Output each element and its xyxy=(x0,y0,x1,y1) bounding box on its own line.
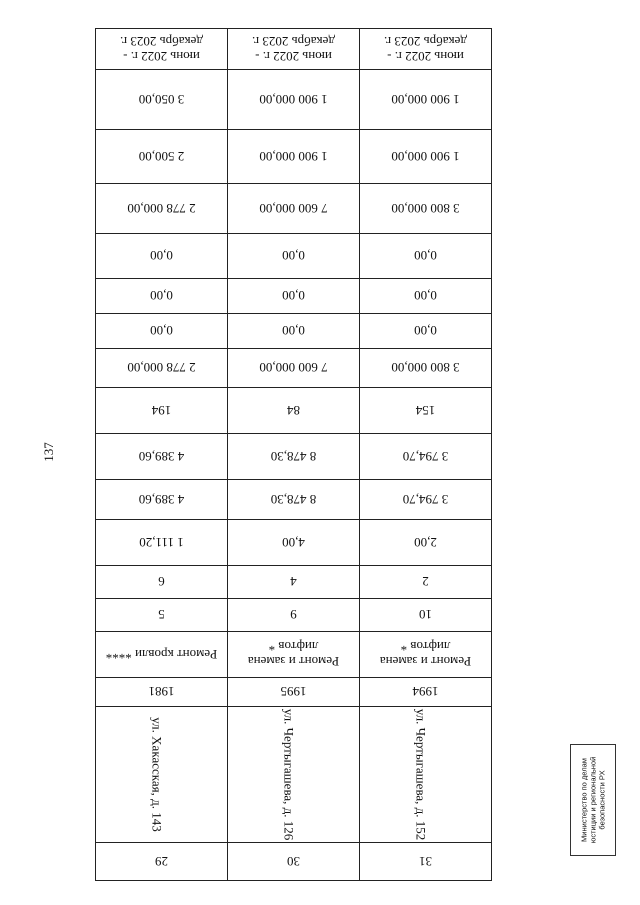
table-row-period xyxy=(96,29,492,70)
ministry-stamp xyxy=(570,744,616,856)
table-cell: 0,00 xyxy=(96,279,228,314)
table-row xyxy=(96,279,492,314)
cell-number: 29 xyxy=(96,843,228,881)
stamp-text: Министерство по делам юстиции и региональной безопасности РХ xyxy=(579,756,607,844)
table-cell: 9 xyxy=(228,599,360,632)
table-row xyxy=(96,349,492,388)
table-row xyxy=(96,480,492,520)
table-row xyxy=(96,70,492,130)
cell-period: июнь 2022 г. - декабрь 2023 г. xyxy=(96,29,228,70)
table-cell: 7 600 000,00 xyxy=(228,184,360,234)
table-cell: 1 900 000,00 xyxy=(228,70,360,130)
table-cell: 1 900 000,00 xyxy=(360,130,492,184)
cell-address: ул. Хакасская, д. 143 xyxy=(96,707,228,843)
table-cell: 4,00 xyxy=(228,520,360,566)
table-cell: 1 900 000,00 xyxy=(360,70,492,130)
table-cell: 1 111,20 xyxy=(96,520,228,566)
cell-year: 1981 xyxy=(96,678,228,707)
table-cell: 2 xyxy=(360,566,492,599)
table-cell: 3 800 000,00 xyxy=(360,184,492,234)
table-cell: 0,00 xyxy=(360,279,492,314)
table-row xyxy=(96,566,492,599)
table-row xyxy=(96,234,492,279)
table-cell: 0,00 xyxy=(228,314,360,349)
table-cell: 4 389,60 xyxy=(96,480,228,520)
table-row-year xyxy=(96,678,492,707)
cell-work-type: Ремонт кровли **** xyxy=(96,632,228,678)
table-cell: 6 xyxy=(96,566,228,599)
table-row-number xyxy=(96,843,492,881)
cell-work-type: Ремонт и замена лифтов * xyxy=(360,632,492,678)
table-cell: 154 xyxy=(360,388,492,434)
table-cell: 0,00 xyxy=(96,314,228,349)
table-row xyxy=(96,520,492,566)
table-cell: 7 600 000,00 xyxy=(228,349,360,388)
program-table-wrapper xyxy=(95,28,491,869)
table-cell: 2 778 000,00 xyxy=(96,184,228,234)
table-cell: 0,00 xyxy=(360,234,492,279)
table-cell: 3 794,70 xyxy=(360,434,492,480)
table-row xyxy=(96,314,492,349)
table-cell: 5 xyxy=(96,599,228,632)
table-cell: 84 xyxy=(228,388,360,434)
table-cell: 8 478,30 xyxy=(228,434,360,480)
table-row xyxy=(96,130,492,184)
cell-number: 31 xyxy=(360,843,492,881)
table-row xyxy=(96,184,492,234)
table-cell: 0,00 xyxy=(228,234,360,279)
table-cell: 4 xyxy=(228,566,360,599)
table-cell: 194 xyxy=(96,388,228,434)
cell-work-type: Ремонт и замена лифтов * xyxy=(228,632,360,678)
table-cell: 0,00 xyxy=(96,234,228,279)
table-cell: 0,00 xyxy=(228,279,360,314)
table-cell: 4 389,60 xyxy=(96,434,228,480)
table-row xyxy=(96,434,492,480)
cell-address: ул. Чертыгашева, д. 152 xyxy=(360,707,492,843)
table-cell: 3 050,00 xyxy=(96,70,228,130)
table-row xyxy=(96,388,492,434)
cell-address: ул. Чертыгашева, д. 126 xyxy=(228,707,360,843)
table-cell: 8 478,30 xyxy=(228,480,360,520)
table-cell: 2,00 xyxy=(360,520,492,566)
table-cell: 10 xyxy=(360,599,492,632)
table-cell: 0,00 xyxy=(360,314,492,349)
cell-number: 30 xyxy=(228,843,360,881)
table-cell: 3 794,70 xyxy=(360,480,492,520)
table-cell: 3 800 000,00 xyxy=(360,349,492,388)
cell-period: июнь 2022 г. - декабрь 2023 г. xyxy=(360,29,492,70)
table-cell: 2 778 000,00 xyxy=(96,349,228,388)
cell-year: 1995 xyxy=(228,678,360,707)
program-table xyxy=(95,28,492,881)
cell-year: 1994 xyxy=(360,678,492,707)
cell-period: июнь 2022 г. - декабрь 2023 г. xyxy=(228,29,360,70)
table-cell: 2 500,00 xyxy=(96,130,228,184)
table-row xyxy=(96,599,492,632)
table-cell: 1 900 000,00 xyxy=(228,130,360,184)
table-row-work-type xyxy=(96,632,492,678)
page-number: 137 xyxy=(41,442,56,462)
table-row-address xyxy=(96,707,492,843)
